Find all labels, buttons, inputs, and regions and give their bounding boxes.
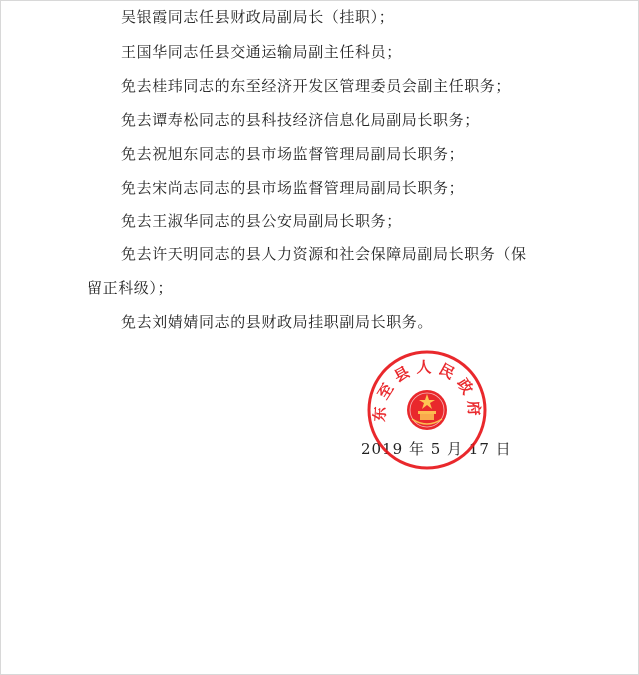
- removal-line-6: 免去许天明同志的县人力资源和社会保障局副局长职务（保: [121, 245, 527, 263]
- seal-text: 东至县人民政府: [370, 358, 484, 423]
- document-date: 2019 年 5 月 17 日: [361, 440, 512, 458]
- official-seal: [366, 349, 488, 471]
- appointment-line-1: 吴银霞同志任县财政局副局长（挂职）；: [121, 8, 395, 26]
- appointment-line-2: 王国华同志任县交通运输局副主任科员；: [121, 43, 402, 61]
- removal-line-6-continued: 留正科级）；: [87, 279, 174, 297]
- national-emblem-icon: [407, 390, 447, 430]
- removal-line-7: 免去刘婧婧同志的县财政局挂职副局长职务。: [121, 313, 434, 331]
- removal-line-1: 免去桂玮同志的东至经济开发区管理委员会副主任职务；: [121, 77, 512, 95]
- removal-line-4: 免去宋尚志同志的县市场监督管理局副局长职务；: [121, 179, 465, 197]
- removal-line-5: 免去王淑华同志的县公安局副局长职务；: [121, 212, 402, 230]
- removal-line-2: 免去谭寿松同志的县科技经济信息化局副局长职务；: [121, 111, 480, 129]
- removal-line-3: 免去祝旭东同志的县市场监督管理局副局长职务；: [121, 145, 465, 163]
